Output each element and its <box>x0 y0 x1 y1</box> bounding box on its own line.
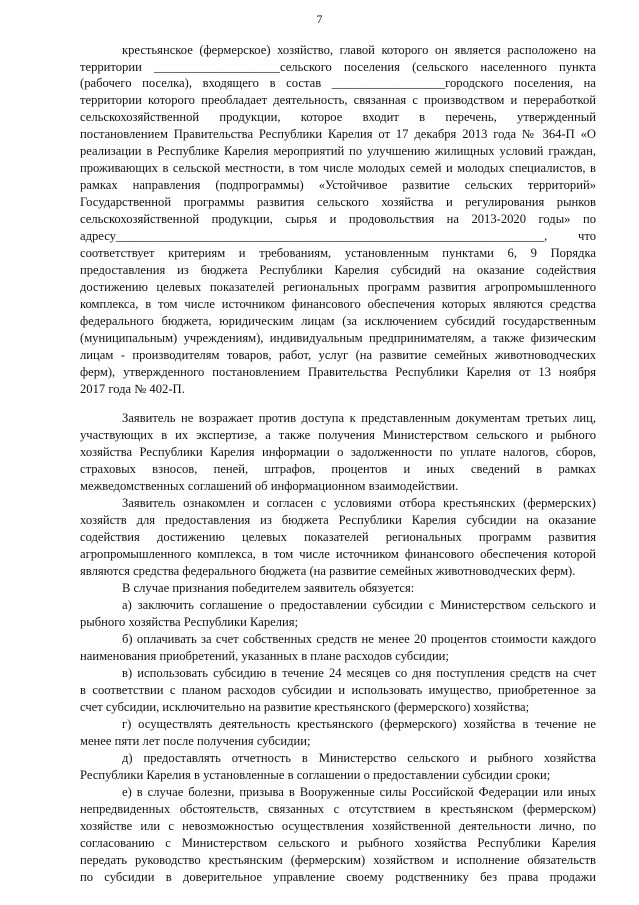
text-line: а) заключить соглашение о предоставлении субсидии с Министерством сельского и <box>122 598 596 612</box>
text-line: являются средства федерального бюджета (на развитие семейных животноводческих ферм). <box>80 564 576 578</box>
text-line: сельскохозяйственной продукции, сырья и продовольствия на 2013-2020 годы» по <box>80 212 596 226</box>
text-line: е) в случае болезни, призыва в Вооруженные силы Российской Федерации или иных <box>122 785 596 799</box>
page-number: 7 <box>316 12 323 26</box>
text-line: Государственной программы развития сельского хозяйства и регулирования рынков <box>80 195 596 209</box>
text-line: участвующих в их экспертизе, а также получения Министерством сельского и рыбного <box>80 428 596 442</box>
text-line: счет субсидии, исключительно на развитие крестьянского (фермерского) хозяйства; <box>80 700 530 714</box>
text-line: 2017 года № 402-П. <box>80 382 185 396</box>
text-line: федерального бюджета, юридическим лицам (за исключением субсидий государственным <box>80 314 596 328</box>
text-line: реализации в Республике Карелия мероприятий по улучшению жилищных условий граждан, <box>80 144 596 158</box>
text-line: Заявитель не возражает против доступа к представленным документам третьих лиц, <box>122 411 596 425</box>
text-line: достижению целевых показателей региональных программ развития агропромышленного <box>80 280 596 294</box>
text-line: территории которого преобладает деятельность, связанная с производством и переработкой <box>80 93 596 107</box>
text-line: в соответствии с планом расходов субсидии и использовать имущество, приобретенное за <box>80 683 596 697</box>
text-line: наименования приобретений, указанных в плане расходов субсидии; <box>80 649 449 663</box>
text-line: Заявитель ознакомлен и согласен с условиями отбора крестьянских (фермерских) <box>122 496 596 510</box>
text-line: проживающих в сельской местности, в том числе молодых семей и молодых специалистов, в <box>80 161 596 175</box>
text-line: передать руководство крестьянским (фермерским) хозяйством и исполнение обязательств <box>80 853 596 867</box>
text-line: межведомственных соглашений об информационном взаимодействии. <box>80 479 459 493</box>
text-line: д) предоставлять отчетность в Министерство сельского и рыбного хозяйства <box>122 751 596 765</box>
text-line: в) использовать субсидию в течение 24 месяцев со дня поступления средств на счет <box>122 666 596 680</box>
text-line: хозяйстве или с невозможностью осуществления хозяйственной деятельности лично, по <box>80 819 596 833</box>
text-line: агропромышленного комплекса, в том числе источником финансового обеспечения которой <box>80 547 596 561</box>
text-line: В случае признания победителем заявитель обязуется: <box>122 581 415 595</box>
text-line: Республики Карелия в установленные в соглашении о предоставлении субсидии сроки; <box>80 768 551 782</box>
text-line: хозяйства Республики Карелия информации о задолженности по уплате налогов, сборов, <box>80 445 596 459</box>
text-line: ферм), утвержденного постановлением Правительства Республики Карелия от 13 ноября <box>80 365 596 379</box>
text-line: (муниципальным) учреждениям), индивидуальным предпринимателям, а также физическим <box>80 331 596 345</box>
text-line: согласованию с Министерством сельского и рыбного хозяйства Республики Карелия <box>80 836 596 850</box>
text-line: рамках направления (подпрограммы) «Устойчивое развитие сельских территорий» <box>80 178 596 192</box>
text-line: предоставления из бюджета Республики Карелия субсидий на оказание содействия <box>80 263 596 277</box>
text-line: комплекса, в том числе источником финансового обеспечения которых являются средства <box>80 297 596 311</box>
text-line: адресу____________________________________________________________________, что <box>80 229 596 243</box>
text-line: по субсидии в доверительное управление своему родственнику без права продажи <box>80 870 596 884</box>
text-line: крестьянское (фермерское) хозяйство, главой которого он является расположено на <box>122 43 596 57</box>
text-line: страховых взносов, пеней, штрафов, процентов и иных сведений в рамках <box>80 462 596 476</box>
text-line: б) оплачивать за счет собственных средств не менее 20 процентов стоимости каждого <box>122 632 596 646</box>
text-line: хозяйств для предоставления из бюджета Республики Карелия субсидии на оказание <box>80 513 596 527</box>
text-line: содействия достижению целевых показателей региональных программ развития <box>80 530 596 544</box>
text-line: рыбного хозяйства Республики Карелия; <box>80 615 299 629</box>
text-line: непредвиденных обстоятельств, связанных с отсутствием в крестьянском (фермерском) <box>80 802 596 816</box>
text-line: лицам - производителям товаров, работ, услуг (на развитие семейных животноводческих <box>80 348 596 362</box>
text-line: менее пяти лет после получения субсидии; <box>80 734 311 748</box>
text-line: (рабочего поселка), входящего в состав __________________городского поселения, на <box>80 76 596 90</box>
text-line: сельскохозяйственной продукции, которое входит в перечень, утвержденный <box>80 110 596 124</box>
text-line: территории ____________________сельского поселения (сельского населенного пункта <box>80 60 596 74</box>
text-line: соответствует критериям и требованиям, установленным пунктами 6, 9 Порядка <box>80 246 596 260</box>
text-line: постановлением Правительства Республики Карелия от 17 декабря 2013 года № 364-П «О <box>80 127 596 141</box>
text-line: г) осуществлять деятельность крестьянского (фермерского) хозяйства в течение не <box>122 717 596 731</box>
